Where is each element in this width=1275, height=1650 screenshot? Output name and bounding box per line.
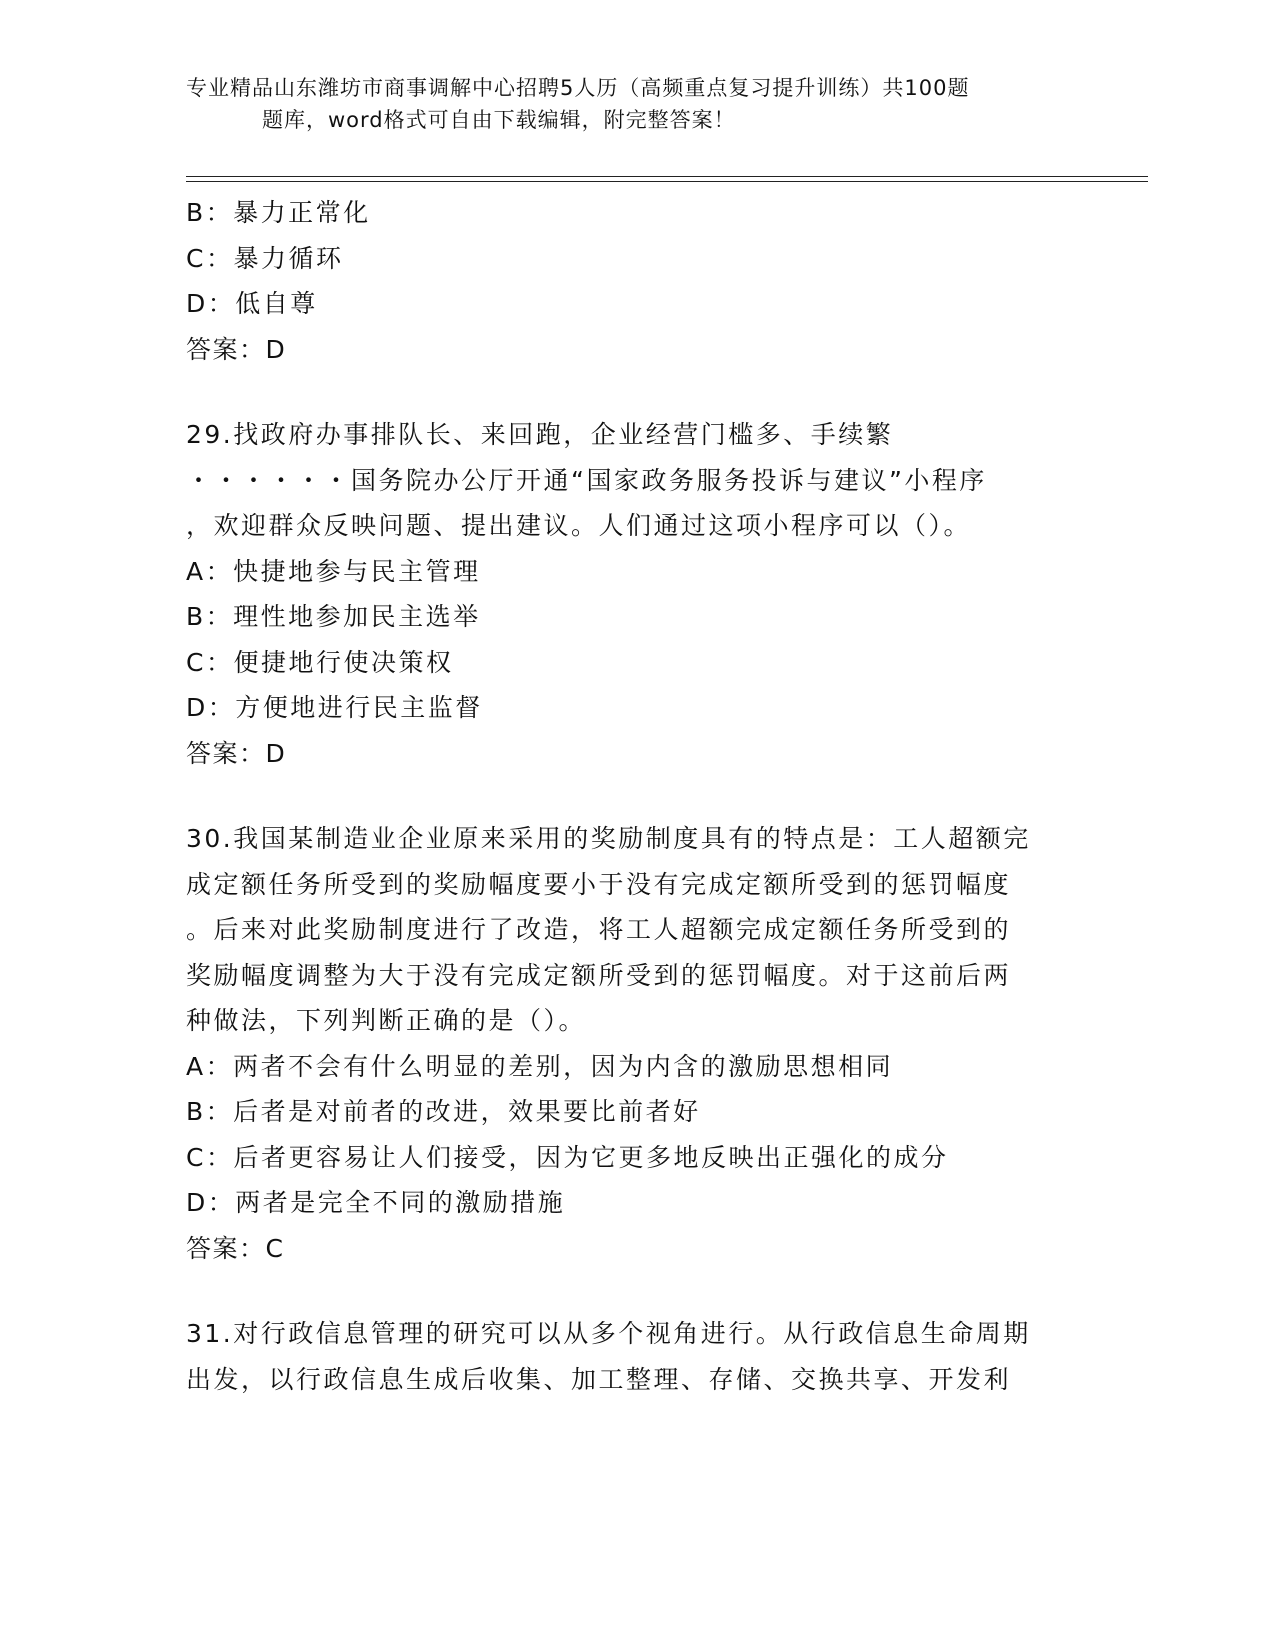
option-c: C：便捷地行使决策权 [186, 647, 454, 677]
question-30 [186, 816, 1086, 1271]
option-b: B：理性地参加民主选举 [186, 602, 481, 631]
document-header [186, 72, 1086, 136]
answer-line: 答案：D [186, 334, 287, 364]
option-d: D：低自尊 [186, 289, 318, 318]
option-d: D：方便地进行民主监督 [186, 693, 483, 722]
document-body [186, 190, 1086, 1402]
option-a: A：两者不会有什么明显的差别，因为内含的激励思想相同 [186, 1051, 894, 1081]
question-29 [186, 412, 1086, 776]
spacer [186, 1271, 1086, 1311]
option-a: A：快捷地参与民主管理 [186, 556, 481, 586]
question-31 [186, 1311, 1086, 1402]
option-b: B：后者是对前者的改进，效果要比前者好 [186, 1097, 701, 1126]
question-28-tail [186, 190, 1086, 372]
question-text-line: ・・・・・・国务院办公厅开通“国家政务服务投诉与建议”小程序 [186, 465, 987, 495]
question-text-line: 奖励幅度调整为大于没有完成定额所受到的惩罚幅度。对于这前后两 [186, 960, 1012, 990]
header-line-1: 专业精品山东潍坊市商事调解中心招聘5人历（高频重点复习提升训练）共100题 [186, 76, 970, 100]
question-text-line: 31.对行政信息管理的研究可以从多个视角进行。从行政信息生命周期 [186, 1319, 1031, 1348]
spacer [186, 776, 1086, 816]
option-d: D：两者是完全不同的激励措施 [186, 1188, 566, 1217]
question-text-line: ，欢迎群众反映问题、提出建议。人们通过这项小程序可以（）。 [186, 511, 972, 540]
answer-line: 答案：C [186, 1233, 285, 1263]
answer-line: 答案：D [186, 738, 287, 768]
question-text-line: 29.找政府办事排队长、来回跑，企业经营门槛多、手续繁 [186, 420, 894, 449]
question-text-line: 种做法，下列判断正确的是（）。 [186, 1006, 587, 1035]
option-c: C：后者更容易让人们接受，因为它更多地反映出正强化的成分 [186, 1142, 949, 1172]
spacer [186, 372, 1086, 412]
question-text-line: 30.我国某制造业企业原来采用的奖励制度具有的特点是：工人超额完 [186, 824, 1031, 853]
question-text-line: 出发，以行政信息生成后收集、加工整理、存储、交换共享、开发利 [186, 1364, 1012, 1394]
question-text-line: 成定额任务所受到的奖励幅度要小于没有完成定额所受到的惩罚幅度 [186, 869, 1012, 899]
option-b: B：暴力正常化 [186, 198, 371, 227]
question-text-line: 。后来对此奖励制度进行了改造，将工人超额完成定额任务所受到的 [186, 915, 1012, 944]
header-rule-bottom [186, 181, 1148, 182]
header-rule-top [186, 176, 1148, 177]
option-c: C：暴力循环 [186, 243, 344, 273]
header-line-2: 题库，word格式可自由下载编辑，附完整答案！ [262, 108, 736, 132]
